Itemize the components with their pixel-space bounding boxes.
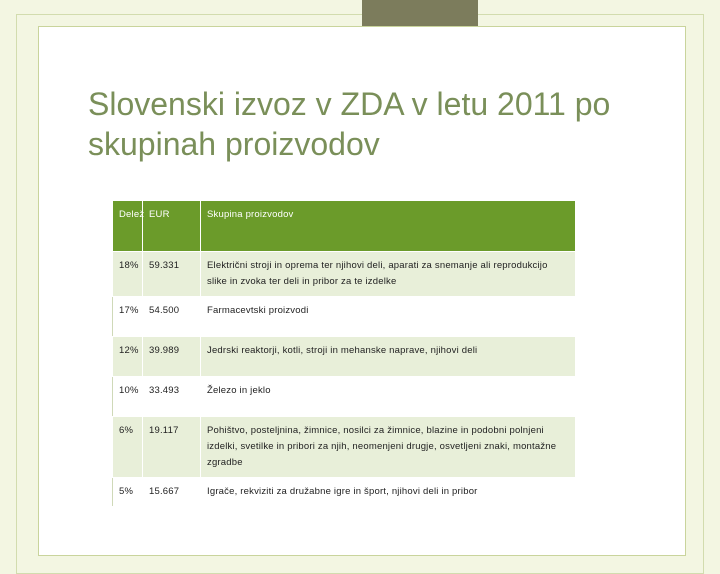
table-header-row: [113, 201, 576, 252]
table-row: [113, 337, 576, 377]
cell-share: 5%: [113, 478, 143, 507]
header-eur: EUR: [143, 201, 201, 252]
table-row: [113, 252, 576, 297]
cell-share: 18%: [113, 252, 143, 297]
cell-eur: 54.500: [143, 297, 201, 337]
cell-share: 17%: [113, 297, 143, 337]
table-row: [113, 297, 576, 337]
cell-group: Jedrski reaktorji, kotli, stroji in mehanske naprave, njihovi deli: [201, 337, 576, 377]
cell-share: 6%: [113, 417, 143, 478]
cell-eur: 33.493: [143, 377, 201, 417]
export-table: [112, 200, 576, 507]
header-group: Skupina proizvodov: [201, 201, 576, 252]
cell-group: Farmacevtski proizvodi: [201, 297, 576, 337]
cell-group: Železo in jeklo: [201, 377, 576, 417]
cell-eur: 19.117: [143, 417, 201, 478]
table-row: [113, 417, 576, 478]
cell-group: Pohištvo, posteljnina, žimnice, nosilci za žimnice, blazine in podobni polnjeni izdelki, svetilke in pribori za njih, neomenjeni drugje, osvetljeni znaki, montažne zgradbe: [201, 417, 576, 478]
cell-group: Električni stroji in oprema ter njihovi deli, aparati za snemanje ali reprodukcijo slike in zvoka ter deli in pribor za te izdelke: [201, 252, 576, 297]
accent-bar: [362, 0, 478, 26]
table-row: [113, 478, 576, 507]
cell-share: 10%: [113, 377, 143, 417]
cell-eur: 15.667: [143, 478, 201, 507]
table-row: [113, 377, 576, 417]
cell-eur: 59.331: [143, 252, 201, 297]
slide-title: Slovenski izvoz v ZDA v letu 2011 po skupinah proizvodov: [88, 86, 611, 162]
cell-share: 12%: [113, 337, 143, 377]
header-share: Delež: [113, 201, 143, 252]
cell-eur: 39.989: [143, 337, 201, 377]
cell-group: Igrače, rekviziti za družabne igre in šport, njihovi deli in pribor: [201, 478, 576, 507]
